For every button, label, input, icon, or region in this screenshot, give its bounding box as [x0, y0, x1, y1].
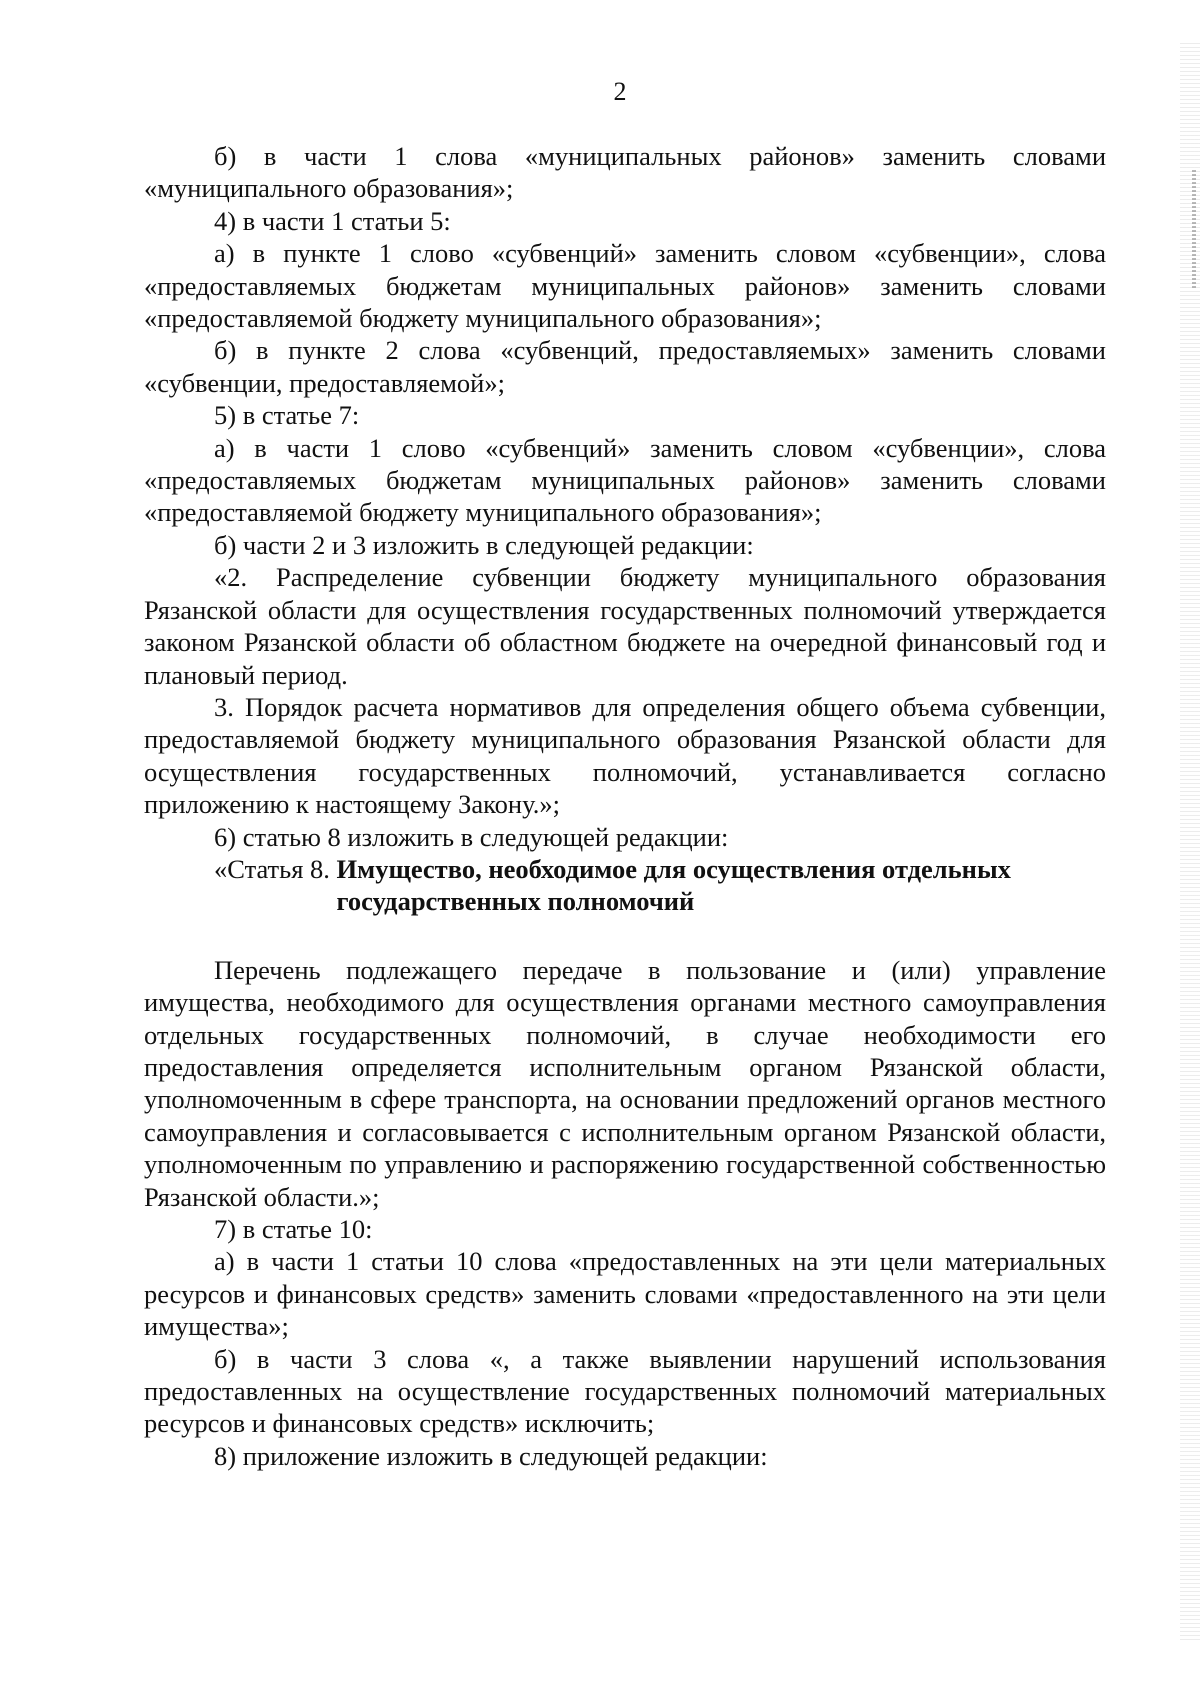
- article-heading-title-line1: Имущество, необходимое для осуществления отдельных: [336, 853, 1011, 884]
- paragraph: 6) статью 8 изложить в следующей редакции:: [214, 821, 729, 852]
- page-number: 2: [613, 77, 627, 106]
- paragraph: 8) приложение изложить в следующей редакции:: [214, 1440, 768, 1471]
- paragraph: Перечень подлежащего передаче в пользование и (или) управление имущества, необходимого для осуществления органами местного самоуправления отдельных государственных полномочий, в случае необходимости его предоставления определяется исполнительным органом Рязанской области, уполномоченным в сфере транспорта, на основании предложений органов местного самоуправления и согласовывается с исполнительным органом Рязанской области, уполномоченным по управлению и распоряжению государственной собственностью Рязанской области.»;: [144, 954, 1106, 1212]
- paragraph: «2. Распределение субвенции бюджету муниципального образования Рязанской области для осуществления государственных полномочий утверждается законом Рязанской области об областном бюджете на очередной финансовый год и плановый период.: [144, 562, 1106, 690]
- paragraph: б) в пункте 2 слова «субвенций, предоставляемых» заменить словами «субвенции, предоставляемой»;: [144, 335, 1106, 398]
- document-body: [144, 140, 1106, 1472]
- paragraph: 5) в статье 7:: [214, 400, 360, 431]
- spacer: [144, 918, 1106, 954]
- paragraph: б) в части 3 слова «, а также выявлении нарушений использования предоставленных на осуществление государственных полномочий материальных ресурсов и финансовых средств» исключить;: [144, 1343, 1106, 1439]
- paragraph: а) в части 1 слово «субвенций» заменить словом «субвенции», слова «предоставляемых бюджетам муниципальных районов» заменить словами «предоставляемой бюджету муниципального образования»;: [144, 432, 1106, 528]
- paragraph: а) в части 1 статьи 10 слова «предоставленных на эти цели материальных ресурсов и финансовых средств» заменить словами «предоставленного на эти цели имущества»;: [144, 1246, 1106, 1342]
- paragraph: 7) в статье 10:: [214, 1214, 373, 1244]
- scan-mark-artifact: [1192, 170, 1196, 290]
- paragraph: 4) в части 1 статьи 5:: [214, 205, 451, 236]
- article-heading-title: [337, 853, 1011, 918]
- article-heading-prefix: «Статья 8.: [214, 853, 330, 884]
- paragraph: 3. Порядок расчета нормативов для определения общего объема субвенции, предоставляемой бюджету муниципального образования Рязанской области для осуществления государственных полномочий, устанавливается согласно приложению к настоящему Закону.»;: [144, 691, 1106, 820]
- scan-edge-artifact: [1180, 40, 1200, 1640]
- article-heading: [144, 853, 1106, 918]
- paragraph: б) в части 1 слова «муниципальных районов» заменить словами «муниципального образования»;: [144, 141, 1106, 204]
- paragraph: б) части 2 и 3 изложить в следующей редакции:: [214, 529, 754, 560]
- article-heading-title-line2: государственных полномочий: [336, 886, 695, 917]
- paragraph: а) в пункте 1 слово «субвенций» заменить словом «субвенции», слова «предоставляемых бюджетам муниципальных районов» заменить словами «предоставляемой бюджету муниципального образования»;: [144, 238, 1106, 334]
- article-heading-space: [330, 853, 337, 918]
